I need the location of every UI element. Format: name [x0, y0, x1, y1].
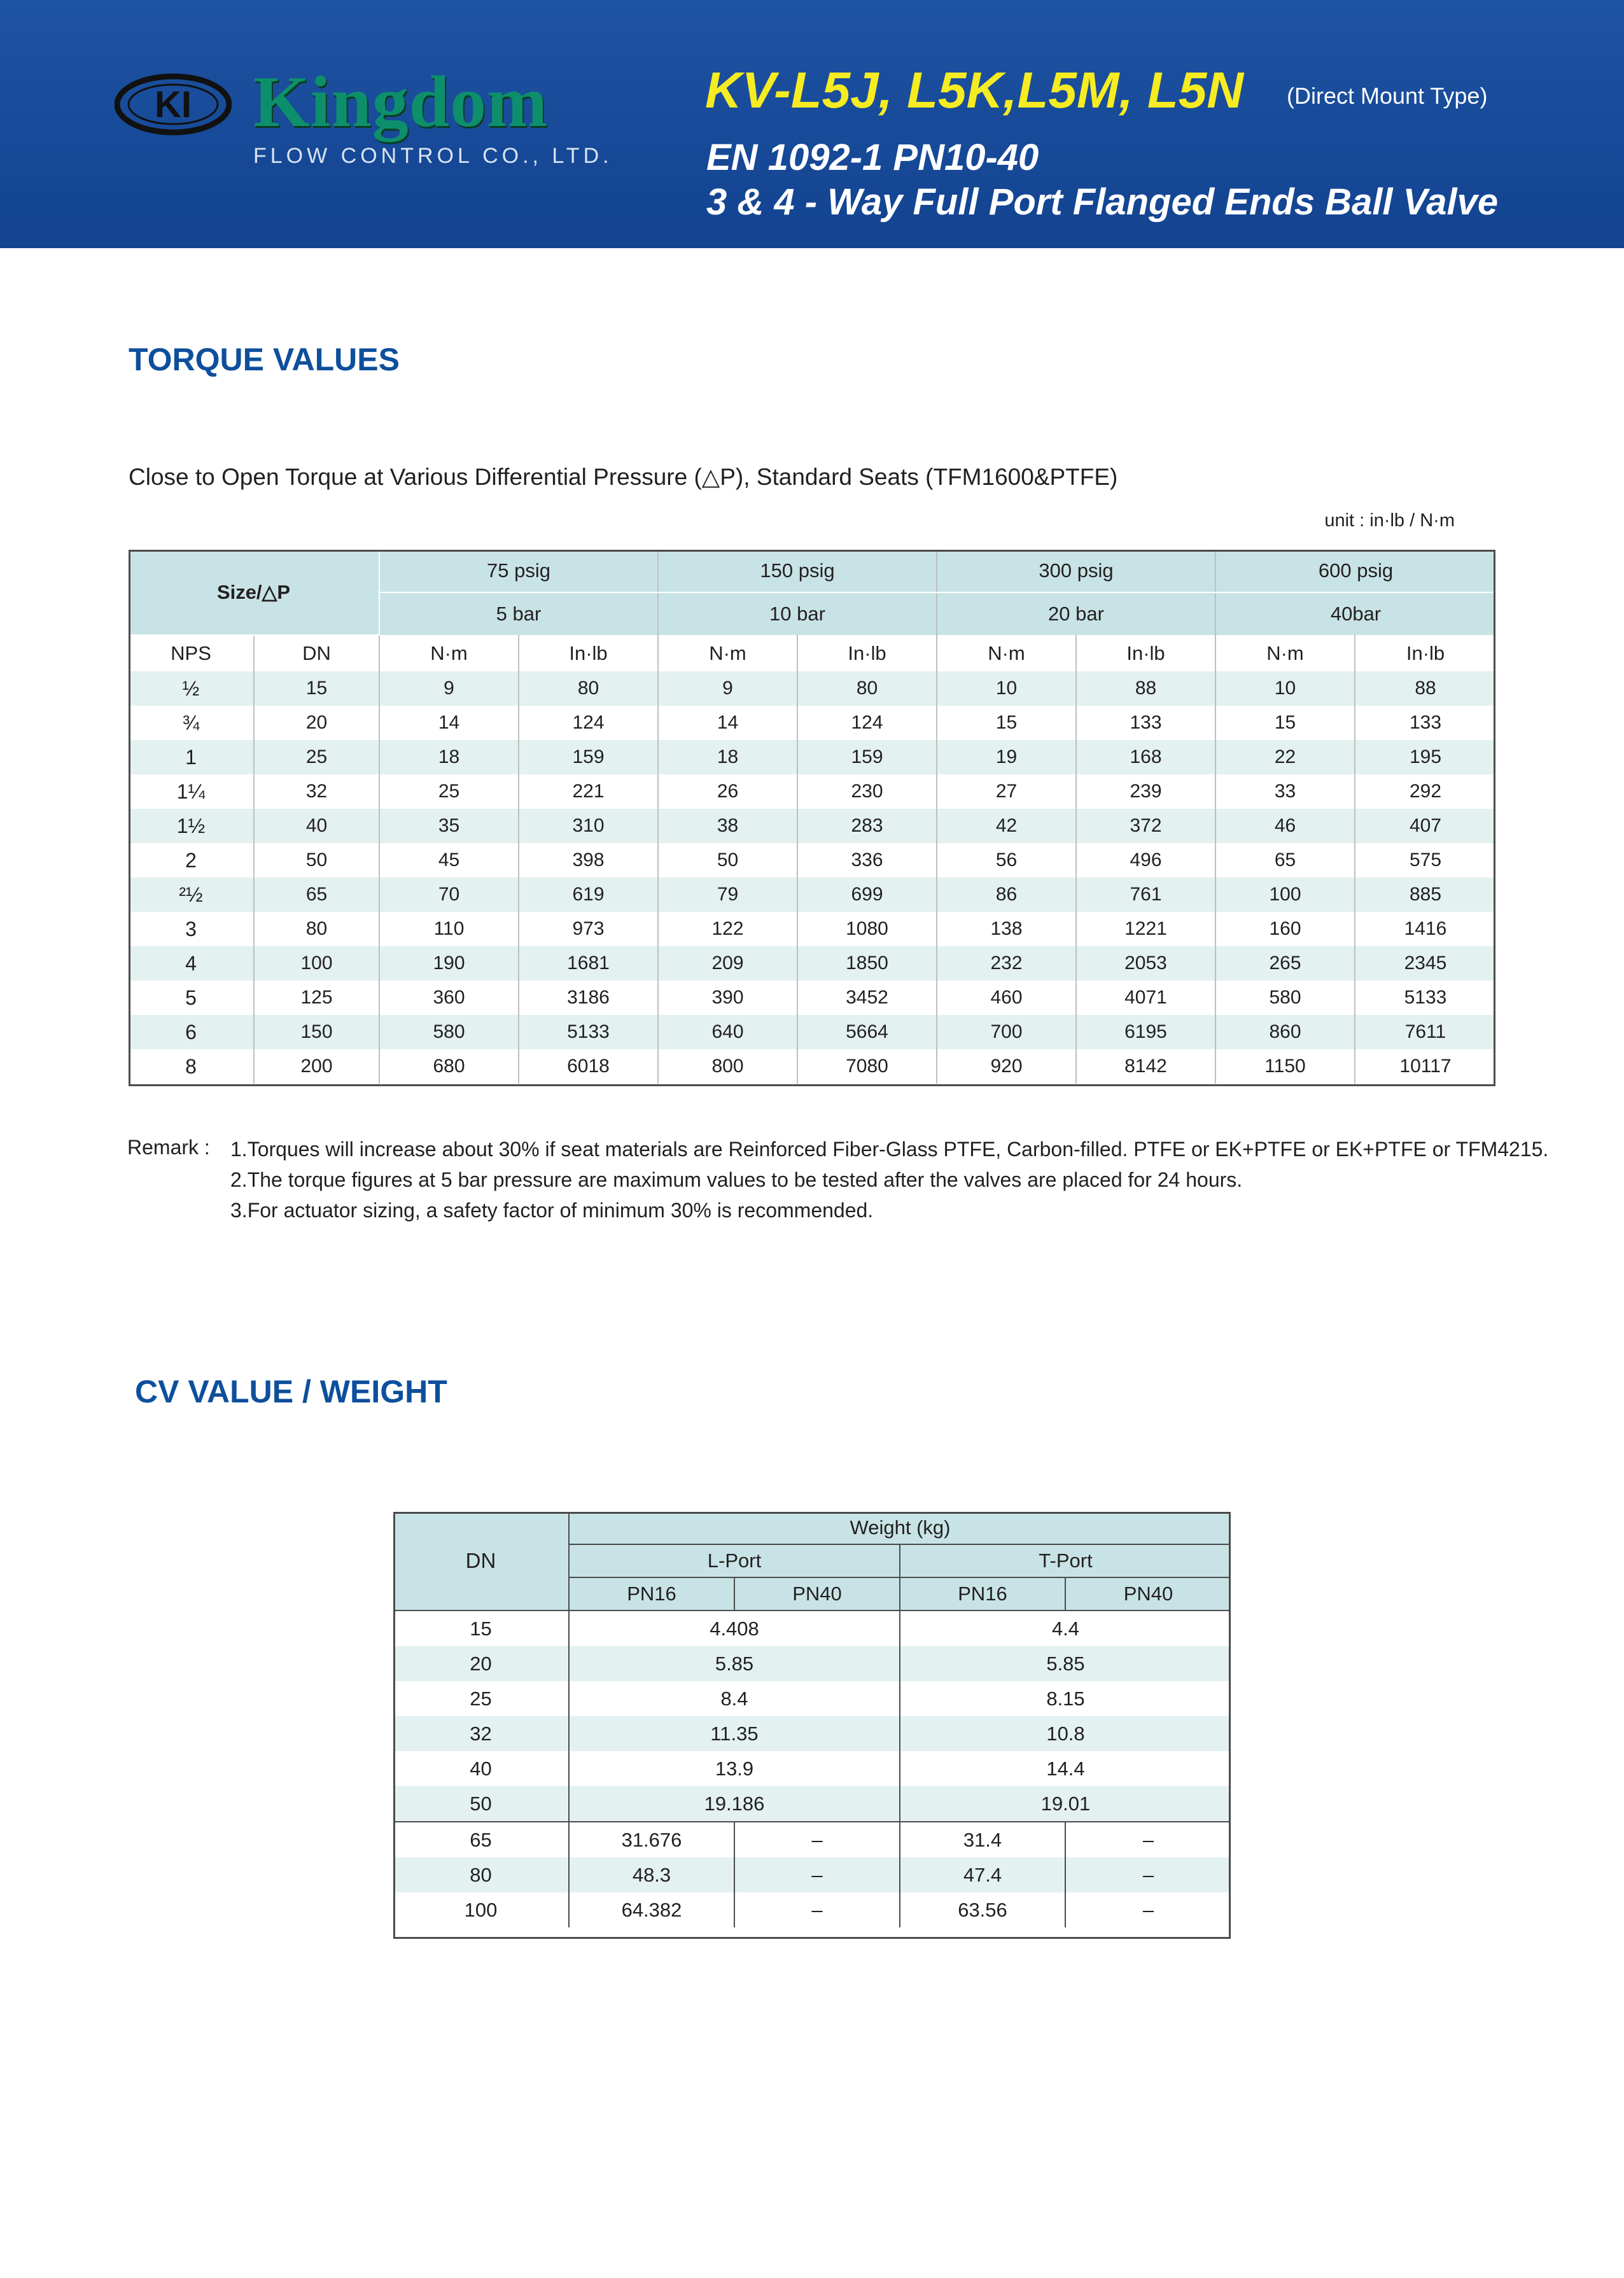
dn-column-header: DN [393, 1512, 569, 1611]
nm-cell: 18 [658, 740, 797, 774]
company-logo [115, 61, 613, 183]
tport-pn40-cell: – [1065, 1892, 1231, 1927]
pressure-bar-header: 20 bar [937, 592, 1215, 635]
mount-type: (Direct Mount Type) [1287, 83, 1488, 109]
torque-row [129, 774, 1495, 809]
inlb-cell: 4071 [1076, 981, 1215, 1015]
nm-cell: 160 [1215, 912, 1355, 946]
nps-cell: 1½ [129, 809, 254, 843]
inlb-cell: 699 [797, 877, 937, 912]
nps-cell: 6 [129, 1015, 254, 1049]
inlb-cell: 6018 [519, 1049, 658, 1084]
dn-cell: 80 [254, 912, 379, 946]
dn-cell: 40 [393, 1751, 569, 1786]
nm-cell: 190 [379, 946, 519, 981]
lport-pn16-cell: 31.676 [569, 1822, 734, 1857]
nm-cell: 42 [937, 809, 1076, 843]
remark-label: Remark : [127, 1136, 210, 1159]
logo-badge-text: KI [155, 84, 192, 125]
dn-cell: 100 [393, 1892, 569, 1927]
torque-row [129, 946, 1495, 981]
dn-cell: 125 [254, 981, 379, 1015]
inlb-cell: 398 [519, 843, 658, 877]
product-subtitle: 3 & 4 - Way Full Port Flanged Ends Ball Valve [706, 181, 1499, 223]
nps-cell: 8 [129, 1049, 254, 1084]
dn-cell: 65 [393, 1822, 569, 1857]
inlb-cell: 88 [1076, 671, 1215, 706]
lport-weight-cell: 5.85 [569, 1646, 900, 1681]
inlb-cell: 2053 [1076, 946, 1215, 981]
torque-unit: unit : in·lb / N·m [1324, 510, 1455, 531]
nm-cell: 56 [937, 843, 1076, 877]
cv-section-title: CV VALUE / WEIGHT [135, 1374, 447, 1409]
torque-row [129, 877, 1495, 912]
inlb-header: In·lb [519, 635, 658, 671]
nm-cell: 10 [937, 671, 1076, 706]
inlb-cell: 221 [519, 774, 658, 809]
weight-row [393, 1716, 1231, 1751]
weight-header-row [393, 1512, 1231, 1544]
nm-header: N·m [1215, 635, 1355, 671]
dn-cell: 50 [254, 843, 379, 877]
cv-weight-table [393, 1512, 1231, 1927]
tport-pn40-cell: – [1065, 1822, 1231, 1857]
dn-cell: 80 [393, 1857, 569, 1892]
logo-subtitle: FLOW CONTROL CO., LTD. [253, 144, 613, 168]
inlb-cell: 159 [797, 740, 937, 774]
dn-cell: 65 [254, 877, 379, 912]
tport-weight-cell: 8.15 [900, 1681, 1231, 1716]
nm-cell: 700 [937, 1015, 1076, 1049]
weight-row [393, 1681, 1231, 1716]
logo-wordmark: Kingdom [253, 61, 549, 142]
unit-header-row [129, 635, 1495, 671]
inlb-cell: 124 [519, 706, 658, 740]
standard-subtitle: EN 1092-1 PN10-40 [706, 137, 1039, 178]
nm-cell: 27 [937, 774, 1076, 809]
nm-header: N·m [937, 635, 1076, 671]
nm-cell: 122 [658, 912, 797, 946]
weight-row [393, 1786, 1231, 1822]
nm-cell: 38 [658, 809, 797, 843]
inlb-cell: 973 [519, 912, 658, 946]
nm-cell: 15 [1215, 706, 1355, 740]
inlb-cell: 239 [1076, 774, 1215, 809]
nm-cell: 100 [1215, 877, 1355, 912]
inlb-header: In·lb [1076, 635, 1215, 671]
dn-cell: 15 [254, 671, 379, 706]
dn-cell: 150 [254, 1015, 379, 1049]
nm-cell: 110 [379, 912, 519, 946]
inlb-cell: 230 [797, 774, 937, 809]
inlb-cell: 80 [797, 671, 937, 706]
remark-item: 2.The torque figures at 5 bar pressure are maximum values to be tested after the valves are placed for 24 hours. [230, 1168, 1243, 1191]
nm-cell: 25 [379, 774, 519, 809]
weight-row [393, 1751, 1231, 1786]
cv-body [393, 1611, 1231, 1927]
torque-table [129, 550, 1495, 1084]
pressure-bar-header: 10 bar [658, 592, 937, 635]
pn16-header: PN16 [900, 1577, 1065, 1611]
nm-cell: 50 [658, 843, 797, 877]
pressure-psig-header: 75 psig [379, 550, 658, 592]
nm-cell: 209 [658, 946, 797, 981]
nm-cell: 800 [658, 1049, 797, 1084]
pn16-header: PN16 [569, 1577, 734, 1611]
nps-cell: 1¼ [129, 774, 254, 809]
remark-item: 1.Torques will increase about 30% if seat materials are Reinforced Fiber-Glass PTFE, Carbon-filled. PTFE or EK+PTFE or EK+PTFE or TFM4215. [230, 1138, 1549, 1161]
inlb-cell: 124 [797, 706, 937, 740]
torque-caption: Close to Open Torque at Various Differential Pressure (△P), Standard Seats (TFM1600&PTFE) [129, 464, 1118, 490]
weight-row [393, 1857, 1231, 1892]
tport-pn40-cell: – [1065, 1857, 1231, 1892]
inlb-cell: 3452 [797, 981, 937, 1015]
inlb-cell: 1080 [797, 912, 937, 946]
nm-cell: 45 [379, 843, 519, 877]
inlb-cell: 133 [1076, 706, 1215, 740]
inlb-cell: 407 [1355, 809, 1495, 843]
inlb-cell: 496 [1076, 843, 1215, 877]
lport-header: L-Port [569, 1544, 900, 1577]
nm-cell: 920 [937, 1049, 1076, 1084]
inlb-cell: 310 [519, 809, 658, 843]
dn-cell: 50 [393, 1786, 569, 1822]
weight-row [393, 1822, 1231, 1857]
pressure-psig-header: 150 psig [658, 550, 937, 592]
tport-weight-cell: 4.4 [900, 1611, 1231, 1646]
inlb-cell: 575 [1355, 843, 1495, 877]
nm-cell: 360 [379, 981, 519, 1015]
nm-cell: 9 [658, 671, 797, 706]
nm-cell: 10 [1215, 671, 1355, 706]
nm-cell: 26 [658, 774, 797, 809]
inlb-cell: 10117 [1355, 1049, 1495, 1084]
weight-row [393, 1611, 1231, 1646]
nm-cell: 18 [379, 740, 519, 774]
torque-section-title: TORQUE VALUES [129, 342, 400, 377]
nm-cell: 390 [658, 981, 797, 1015]
inlb-cell: 5133 [519, 1015, 658, 1049]
nm-cell: 580 [1215, 981, 1355, 1015]
nm-cell: 35 [379, 809, 519, 843]
nps-cell: 3 [129, 912, 254, 946]
dn-cell: 20 [254, 706, 379, 740]
torque-row [129, 671, 1495, 706]
pressure-psig-header: 300 psig [937, 550, 1215, 592]
inlb-cell: 292 [1355, 774, 1495, 809]
torque-row [129, 1049, 1495, 1084]
nm-cell: 680 [379, 1049, 519, 1084]
nm-header: N·m [658, 635, 797, 671]
nm-cell: 86 [937, 877, 1076, 912]
tport-weight-cell: 5.85 [900, 1646, 1231, 1681]
tport-pn16-cell: 63.56 [900, 1892, 1065, 1927]
inlb-cell: 5133 [1355, 981, 1495, 1015]
lport-weight-cell: 8.4 [569, 1681, 900, 1716]
pressure-psig-header: 600 psig [1215, 550, 1495, 592]
header-band [0, 0, 1624, 248]
nps-cell: ²½ [129, 877, 254, 912]
nm-cell: 580 [379, 1015, 519, 1049]
tport-pn16-cell: 31.4 [900, 1822, 1065, 1857]
tport-weight-cell: 10.8 [900, 1716, 1231, 1751]
nm-cell: 79 [658, 877, 797, 912]
torque-row [129, 1015, 1495, 1049]
nm-cell: 22 [1215, 740, 1355, 774]
inlb-cell: 80 [519, 671, 658, 706]
pressure-psig-row [129, 550, 1495, 592]
lport-weight-cell: 19.186 [569, 1786, 900, 1822]
nps-cell: ¾ [129, 706, 254, 740]
ki-badge-icon [115, 73, 232, 136]
inlb-cell: 159 [519, 740, 658, 774]
lport-pn16-cell: 64.382 [569, 1892, 734, 1927]
remark-item: 3.For actuator sizing, a safety factor of minimum 30% is recommended. [230, 1199, 874, 1222]
inlb-cell: 372 [1076, 809, 1215, 843]
dn-cell: 32 [254, 774, 379, 809]
dn-cell: 25 [254, 740, 379, 774]
nm-header: N·m [379, 635, 519, 671]
nm-cell: 265 [1215, 946, 1355, 981]
tport-header: T-Port [900, 1544, 1231, 1577]
nm-cell: 860 [1215, 1015, 1355, 1049]
tport-weight-cell: 14.4 [900, 1751, 1231, 1786]
lport-pn40-cell: – [734, 1857, 900, 1892]
nm-cell: 70 [379, 877, 519, 912]
size-dp-header: Size/△P [129, 550, 379, 635]
dn-cell: 20 [393, 1646, 569, 1681]
inlb-cell: 195 [1355, 740, 1495, 774]
nm-cell: 138 [937, 912, 1076, 946]
weight-header: Weight (kg) [569, 1512, 1231, 1544]
pressure-bar-header: 40bar [1215, 592, 1495, 635]
lport-pn16-cell: 48.3 [569, 1857, 734, 1892]
inlb-cell: 1221 [1076, 912, 1215, 946]
pressure-bar-header: 5 bar [379, 592, 658, 635]
inlb-cell: 1681 [519, 946, 658, 981]
weight-row [393, 1892, 1231, 1927]
inlb-cell: 885 [1355, 877, 1495, 912]
model-title: KV-L5J, L5K,L5M, L5N [705, 62, 1244, 118]
nm-cell: 14 [658, 706, 797, 740]
nm-cell: 33 [1215, 774, 1355, 809]
lport-weight-cell: 11.35 [569, 1716, 900, 1751]
nps-cell: 4 [129, 946, 254, 981]
dn-cell: 40 [254, 809, 379, 843]
dn-cell: 25 [393, 1681, 569, 1716]
tport-pn16-cell: 47.4 [900, 1857, 1065, 1892]
inlb-cell: 3186 [519, 981, 658, 1015]
nm-cell: 14 [379, 706, 519, 740]
inlb-cell: 1850 [797, 946, 937, 981]
weight-row [393, 1646, 1231, 1681]
nps-cell: 1 [129, 740, 254, 774]
inlb-cell: 336 [797, 843, 937, 877]
inlb-cell: 761 [1076, 877, 1215, 912]
inlb-cell: 7611 [1355, 1015, 1495, 1049]
inlb-cell: 7080 [797, 1049, 937, 1084]
inlb-cell: 88 [1355, 671, 1495, 706]
nm-cell: 46 [1215, 809, 1355, 843]
inlb-header: In·lb [797, 635, 937, 671]
torque-row [129, 912, 1495, 946]
nm-cell: 9 [379, 671, 519, 706]
torque-row [129, 740, 1495, 774]
inlb-cell: 5664 [797, 1015, 937, 1049]
torque-row [129, 843, 1495, 877]
inlb-cell: 168 [1076, 740, 1215, 774]
inlb-cell: 619 [519, 877, 658, 912]
lport-weight-cell: 13.9 [569, 1751, 900, 1786]
dn-cell: 32 [393, 1716, 569, 1751]
inlb-cell: 2345 [1355, 946, 1495, 981]
torque-row [129, 809, 1495, 843]
nm-cell: 19 [937, 740, 1076, 774]
inlb-cell: 133 [1355, 706, 1495, 740]
nm-cell: 15 [937, 706, 1076, 740]
dn-header: DN [254, 635, 379, 671]
nm-cell: 232 [937, 946, 1076, 981]
pn40-header: PN40 [1065, 1577, 1231, 1611]
nm-cell: 640 [658, 1015, 797, 1049]
lport-weight-cell: 4.408 [569, 1611, 900, 1646]
nps-header: NPS [129, 635, 254, 671]
dn-cell: 100 [254, 946, 379, 981]
nm-cell: 65 [1215, 843, 1355, 877]
inlb-cell: 8142 [1076, 1049, 1215, 1084]
nps-cell: ½ [129, 671, 254, 706]
pn40-header: PN40 [734, 1577, 900, 1611]
inlb-cell: 1416 [1355, 912, 1495, 946]
lport-pn40-cell: – [734, 1892, 900, 1927]
inlb-cell: 6195 [1076, 1015, 1215, 1049]
torque-body [129, 671, 1495, 1084]
nps-cell: 2 [129, 843, 254, 877]
inlb-header: In·lb [1355, 635, 1495, 671]
tport-weight-cell: 19.01 [900, 1786, 1231, 1822]
nm-cell: 1150 [1215, 1049, 1355, 1084]
torque-row [129, 981, 1495, 1015]
torque-row [129, 706, 1495, 740]
dn-cell: 15 [393, 1611, 569, 1646]
dn-cell: 200 [254, 1049, 379, 1084]
inlb-cell: 283 [797, 809, 937, 843]
nps-cell: 5 [129, 981, 254, 1015]
lport-pn40-cell: – [734, 1822, 900, 1857]
nm-cell: 460 [937, 981, 1076, 1015]
